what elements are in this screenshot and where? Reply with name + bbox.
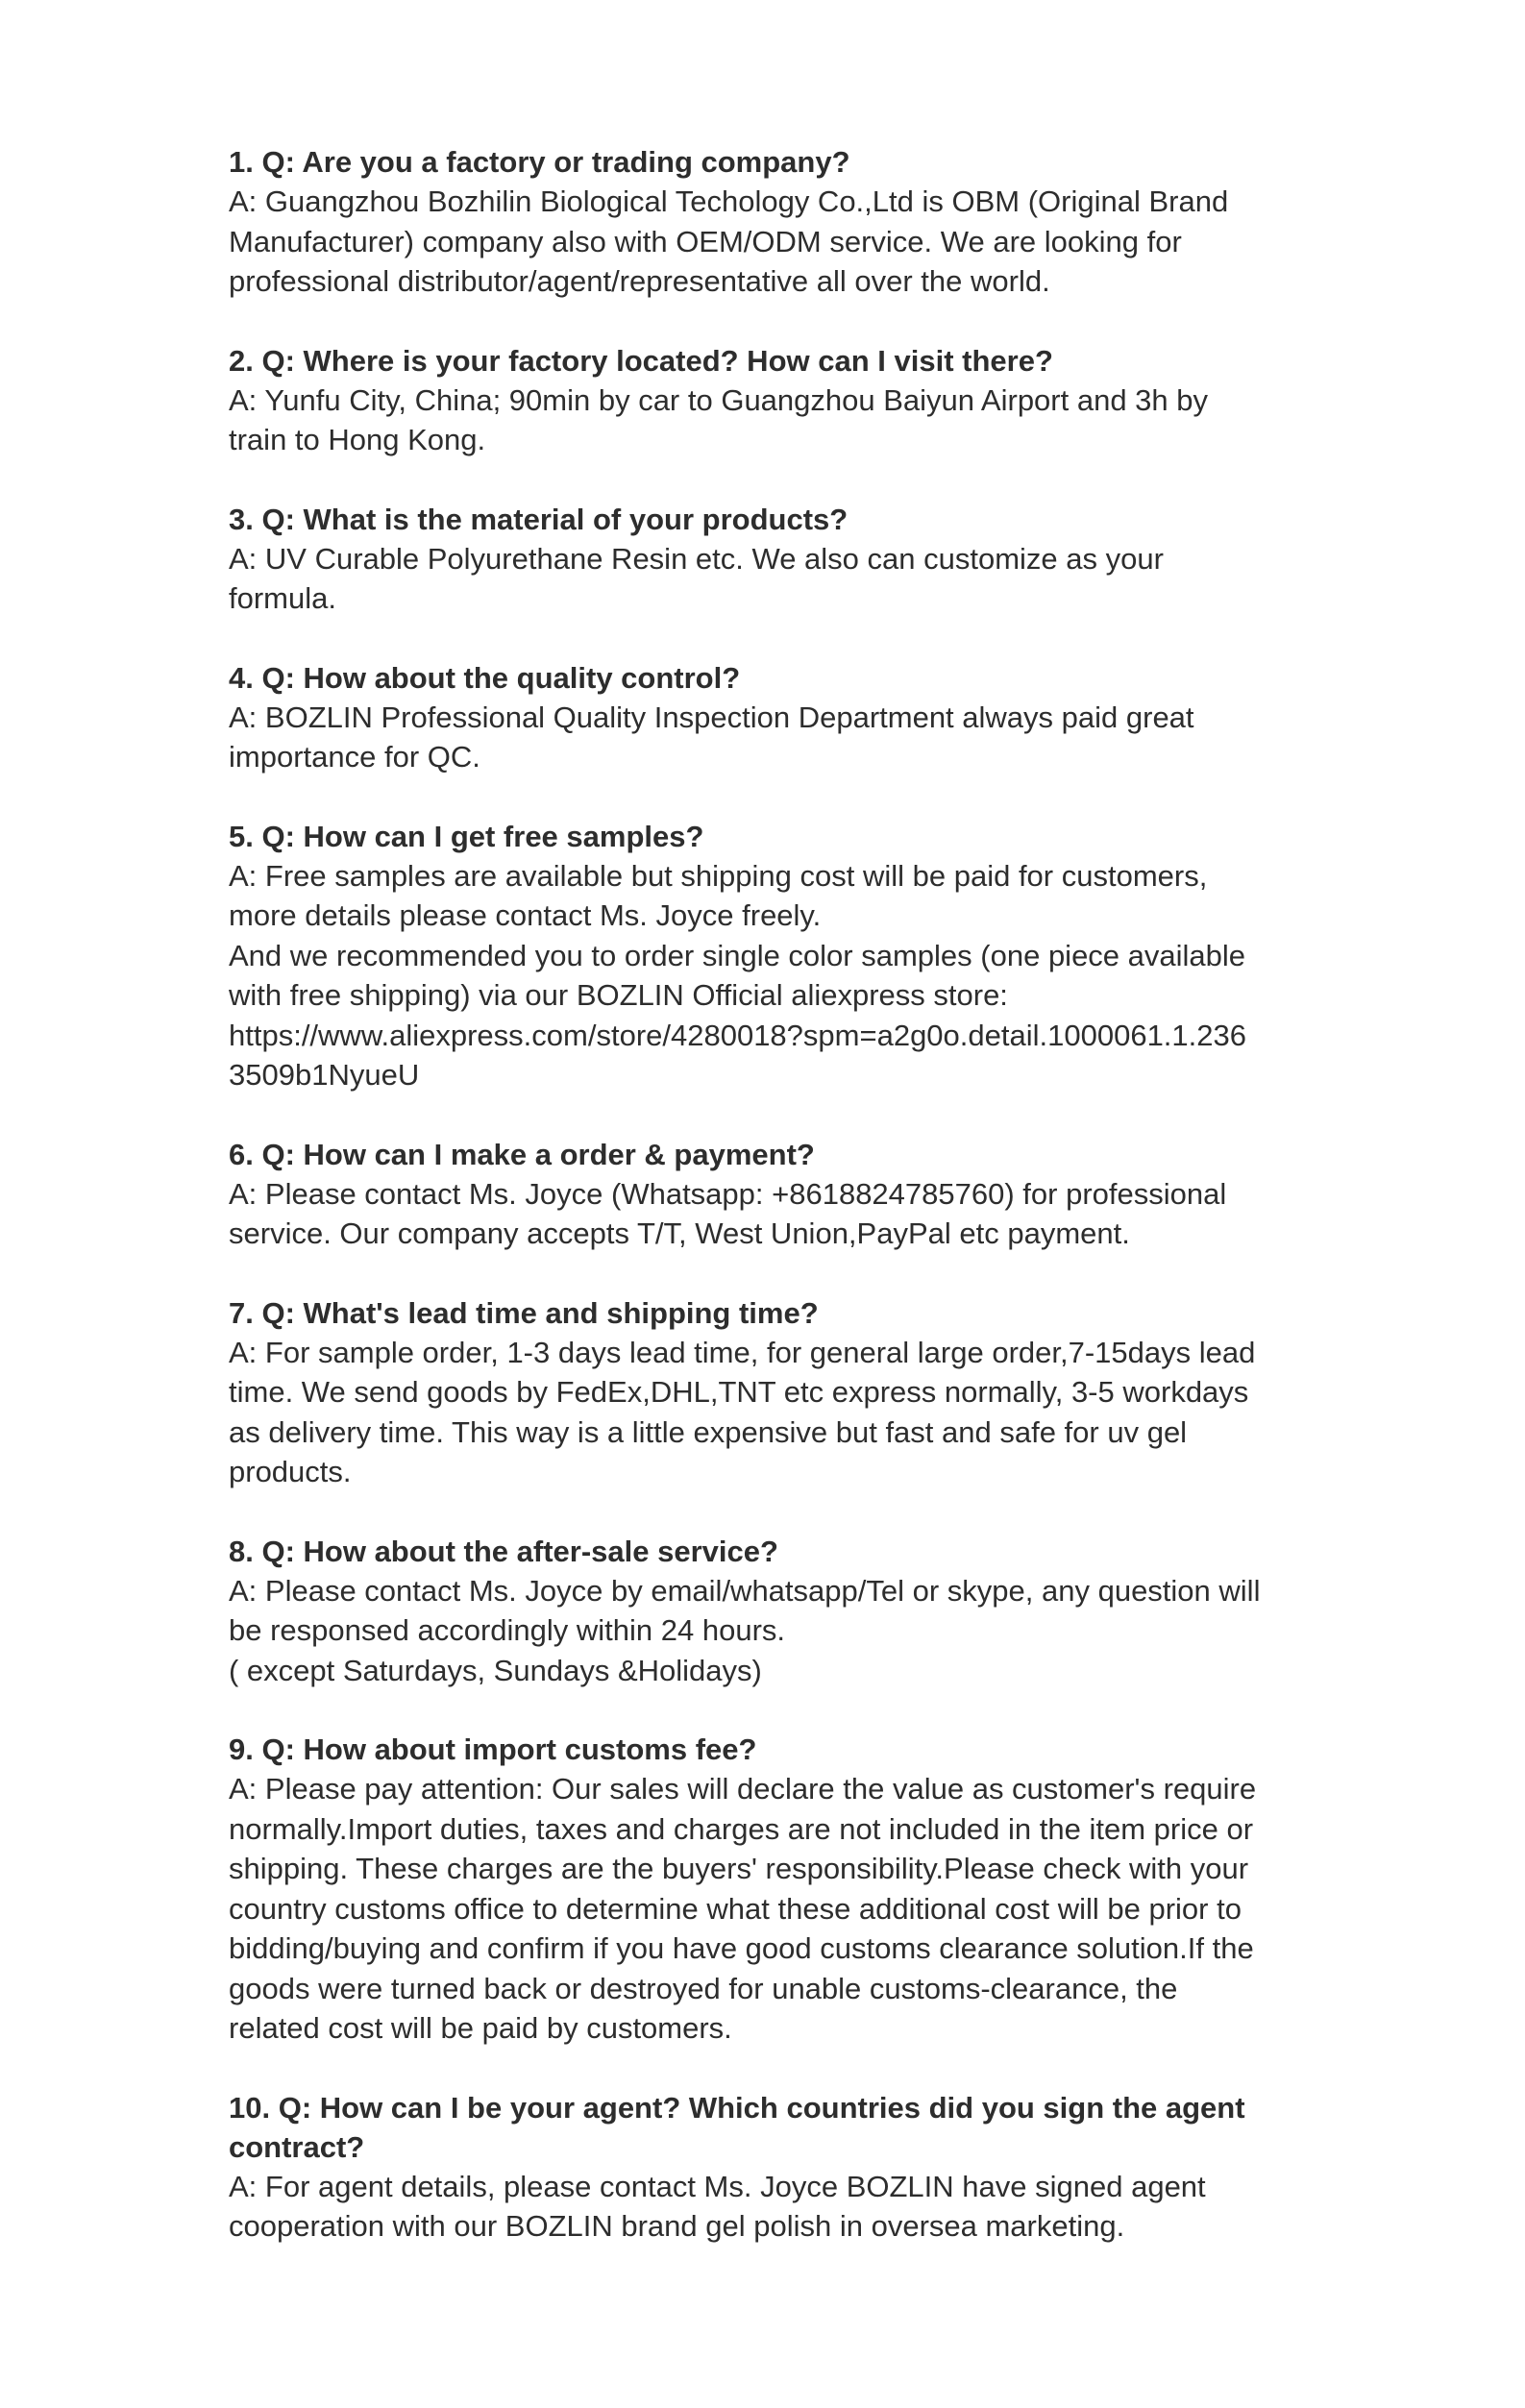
faq-answer-line: And we recommended you to order single color samples (one piece available [229,938,1246,972]
faq-answer-line: cooperation with our BOZLIN brand gel polish in oversea marketing. [229,2209,1125,2243]
faq-question: 1. Q: Are you a factory or trading company? [229,145,850,179]
faq-item-4 [229,658,1305,777]
faq-answer-line: A: Please contact Ms. Joyce by email/whatsapp/Tel or skype, any question will [229,1573,1261,1608]
faq-question: 4. Q: How about the quality control? [229,660,741,695]
faq-item-9 [229,1730,1305,2049]
faq-answer-line: A: For sample order, 1-3 days lead time, for general large order,7-15days lead [229,1335,1256,1369]
faq-answer-line: time. We send goods by FedEx,DHL,TNT etc express normally, 3-5 workdays [229,1375,1249,1409]
faq-answer-line: as delivery time. This way is a little expensive but fast and safe for uv gel [229,1414,1188,1449]
faq-answer-line: related cost will be paid by customers. [229,2011,732,2045]
faq-answer-line: be responsed accordingly within 24 hours. [229,1613,786,1647]
faq-answer-line: country customs office to determine what these additional cost will be prior to [229,1891,1242,1926]
store-link-continued[interactable]: 3509b1NyueU [229,1058,420,1092]
faq-item-3 [229,500,1305,619]
faq-item-10 [229,2088,1305,2247]
faq-answer-line: professional distributor/agent/representative all over the world. [229,264,1050,298]
faq-answer-line: with free shipping) via our BOZLIN Official aliexpress store: [229,978,1008,1012]
faq-answer-line: train to Hong Kong. [229,423,486,456]
faq-answer-line: A: Please pay attention: Our sales will declare the value as customer's require [229,1772,1257,1806]
faq-answer-line: Manufacturer) company also with OEM/ODM service. We are looking for [229,224,1182,258]
faq-question: 9. Q: How about import customs fee? [229,1732,757,1766]
faq-question: 6. Q: How can I make a order & payment? [229,1137,815,1171]
faq-answer-line: A: Free samples are available but shipping cost will be paid for customers, [229,858,1208,893]
faq-item-7 [229,1293,1305,1492]
faq-answer-line: bidding/buying and confirm if you have good customs clearance solution.If the [229,1931,1254,1965]
faq-question: 3. Q: What is the material of your products? [229,502,849,536]
faq-answer-line: importance for QC. [229,740,480,774]
faq-item-2 [229,341,1305,460]
faq-item-6 [229,1135,1305,1254]
faq-answer-line: A: Yunfu City, China; 90min by car to Guangzhou Baiyun Airport and 3h by [229,382,1209,417]
faq-item-8 [229,1532,1305,1691]
faq-question: 7. Q: What's lead time and shipping time? [229,1295,819,1330]
faq-item-5 [229,817,1305,1095]
faq-answer-line: goods were turned back or destroyed for unable customs-clearance, the [229,1971,1178,2005]
faq-answer-line: ( except Saturdays, Sundays &Holidays) [229,1653,762,1687]
faq-document [229,142,1305,2286]
faq-question: 5. Q: How can I get free samples? [229,819,704,853]
faq-question: 10. Q: How can I be your agent? Which countries did you sign the agent contract? [229,2090,1245,2164]
faq-answer-line: products. [229,1455,352,1488]
faq-answer-line: more details please contact Ms. Joyce freely. [229,898,822,932]
faq-answer-line: service. Our company accepts T/T, West Union,PayPal etc payment. [229,1216,1130,1250]
store-link[interactable]: https://www.aliexpress.com/store/4280018?spm=a2g0o.detail.1000061.1.236 [229,1018,1246,1052]
faq-answer-line: formula. [229,581,336,615]
faq-item-1 [229,142,1305,302]
faq-answer-line: A: UV Curable Polyurethane Resin etc. We also can customize as your [229,541,1164,576]
faq-answer-line: A: Please contact Ms. Joyce (Whatsapp: +8618824785760) for professional [229,1176,1227,1211]
faq-answer-line: A: BOZLIN Professional Quality Inspection Department always paid great [229,700,1194,734]
faq-answer-line: A: For agent details, please contact Ms. Joyce BOZLIN have signed agent [229,2169,1206,2203]
faq-answer-line: shipping. These charges are the buyers' responsibility.Please check with your [229,1852,1249,1885]
faq-question: 8. Q: How about the after-sale service? [229,1534,778,1568]
faq-answer-line: A: Guangzhou Bozhilin Biological Techology Co.,Ltd is OBM (Original Brand [229,184,1229,218]
faq-answer-line: normally.Import duties, taxes and charges are not included in the item price or [229,1811,1254,1846]
faq-question: 2. Q: Where is your factory located? How can I visit there? [229,343,1053,378]
